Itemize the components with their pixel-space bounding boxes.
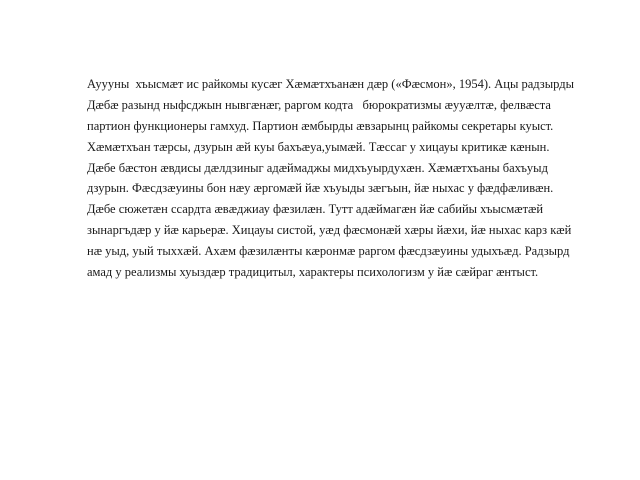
text-line-7: Дæбе сюжетæн ссардта æвæджиау фæзилæн. Тутт адæймагæн йæ сабийы хъысмæтæй: [87, 202, 544, 217]
text-line-4: Хæмæтхъан тæрсы, дзурын æй куы бахъæуа,уымæй. Тæссаг у хицауы критикæ кæнын.: [87, 139, 550, 154]
body-paragraph: [87, 74, 587, 283]
text-line-10: амад у реализмы хуыздæр традицитыл, характеры психологизм у йæ сæйраг æнтыст.: [87, 265, 539, 280]
text-line-1: Ауууны хъысмæт ис райкомы кусæг Хæмæтхъанæн дæр («Фæсмон», 1954). Ацы радзырды: [87, 77, 574, 91]
text-line-2: Дæбæ разынд ныфсджын нывгæнæг, раргом кодта бюрократизмы æууæлтæ, фелвæста: [87, 97, 551, 112]
text-line-5: Дæбе бæстон æвдисы дæлдзиныг адæймаджы мидхъуырдухæн. Хæмæтхъаны бахъуыд: [87, 160, 548, 175]
text-line-8: зынаргъдæр у йæ карьерæ. Хицауы систой, уæд фæсмонæй хæры йæхи, йæ ныхас карз кæй: [87, 223, 572, 238]
text-line-3: партион функционеры гамхуд. Партион æмбырды æвзарынц райкомы секретары куыст.: [87, 118, 554, 133]
text-line-9: нæ уыд, уый тыххæй. Ахæм фæзилæнты кæронмæ раргом фæсдзæуины удыхъæд. Радзырд: [87, 244, 570, 259]
text-line-6: дзурын. Фæсдзæуины бон нæу æргомæй йæ хъуыды зæгъын, йæ ныхас у фæдфæливæн.: [87, 181, 554, 196]
